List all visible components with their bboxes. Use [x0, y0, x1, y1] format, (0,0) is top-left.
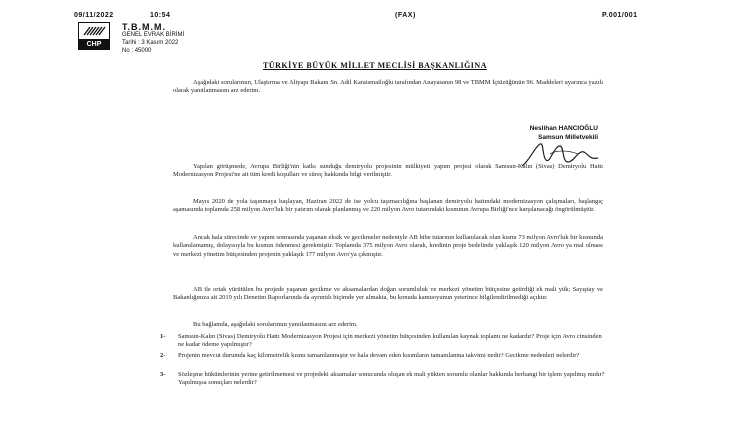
party-abbreviation: CHP	[79, 39, 109, 49]
question-text: Samsun-Kalın (Sivas) Demiryolu Hattı Modernizasyon Projesi için merkezi yönetim bütçesinden kullanılan kaynak toplamı ne kadardır? Proje için Avro cinsinden ne kadar ödeme yapılmıştır?	[178, 333, 602, 349]
question-text: Projenin mevcut durumda kaç kilometrelik kısmı tamamlanmıştır ve hala devam eden kısımların tamamlanma takvimi nedir? Gecikme nedenleri nelerdir?	[178, 352, 580, 359]
fax-time: 10:54	[150, 12, 171, 19]
institution-name: T.B.M.M.	[122, 22, 166, 32]
six-arrows-icon	[82, 25, 106, 37]
questions-intro: Bu bağlamda, aşağıdaki sorularımın yanıtlanmasını arz ederim.	[193, 321, 358, 328]
signer-title: Samsun Milletvekili	[538, 134, 598, 141]
question-item	[160, 352, 605, 360]
body-paragraph-1: Yapılan görüşmede, Avrupa Birliği'nin katkı sunduğu demiryolu projesinin mülkiyeti yapım projesi olarak Samsun-Kalın (Sivas) Demiryolu Hattı Modernizasyon Projesi'ne ait tüm kredi koşulları ve süreç hakkında bilgi verilmiştir.	[173, 163, 603, 179]
signer-name: Neslihan HANCIOĞLU	[529, 125, 598, 132]
question-item	[160, 333, 605, 350]
body-paragraph-2: Mayıs 2020 de yola taşınmaya başlayan, Haziran 2022 de ise yolcu taşımacılığına başlanan demiryolu hattındaki modernizasyon çalışmaları, başlangıç aşamasında toplamda 258 milyon Avro'luk bir yatırım olarak planlanmış ve 220 milyon Avro tutarındaki kısmının Avrupa Birliği'nce karşılanacağı öngörülmüştür.	[173, 198, 603, 214]
stamp-no-value: 45000	[134, 48, 152, 54]
fax-date: 09/11/2022	[74, 12, 114, 19]
receipt-stamp	[122, 23, 184, 55]
stamp-no-label: No :	[122, 48, 134, 54]
fax-label: (FAX)	[395, 12, 416, 19]
body-paragraph-3: Ancak hala sürecinde ve yapım sonrasında yaşanan eksik ve gecikmeler nedeniyle AB hibe tutarının kullanılacak olan kısmı 73 milyon Avro'luk bir kısmında kullanılamamış, dolayısıyla bu kısmın ödenmesi gerekmiştir. Toplamda 375 milyon Avro olarak, kredinin proje bedelinde yaklaşık 120 milyon Avro ya mal olması ve merkezi yönetim bütçesinden projenin yaklaşık 177 milyon Avro'ya çıkmıştır.	[173, 234, 603, 258]
question-item	[160, 371, 605, 388]
department-name: GENEL EVRAK BİRİMİ	[122, 32, 185, 38]
question-number: 3-	[160, 371, 166, 378]
document-title: TÜRKİYE BÜYÜK MİLLET MECLİSİ BAŞKANLIĞINA	[263, 61, 487, 70]
body-paragraph-4: AB ile ortak yürütülen bu projede yaşanan gecikme ve aksamalardan doğan sorumluluk ve merkezi yönetim bütçesine getirdiği ek mali yük; Sayıştay ve Bakanlığınıza ait 2019 yılı Denetim Raporlarında da ayrıntılı biçimde yer almakta, bu konuda kamuoyunun yeterince bilgilendirilmediği açıktır.	[173, 286, 603, 302]
stamp-date-label: Tarihi :	[122, 40, 140, 46]
fax-page-number: P.001/001	[602, 12, 638, 19]
question-number: 2-	[160, 352, 166, 359]
question-number: 1-	[160, 333, 166, 340]
intro-paragraph: Aşağıdaki sorularımın, Ulaştırma ve Altyapı Bakanı Sn. Adil Karaismailoğlu tarafından Anayasanın 98 ve TBMM İçtüzüğünün 96. Maddeleri uyarınca yazılı olarak yanıtlanmasını arz ederim.	[173, 79, 603, 95]
chp-logo	[78, 22, 110, 50]
stamp-date-value: 3 Kasım 2022	[141, 40, 179, 46]
question-text: Sözleşme hükümlerinin yerine getirilmemesi ve projedeki aksamalar sonucunda oluşan ek mali yükten sorumlu olanlar hakkında herhangi bir işlem yapılmış mıdır? Yapılmışsa sonuçları nelerdir?	[178, 371, 605, 387]
